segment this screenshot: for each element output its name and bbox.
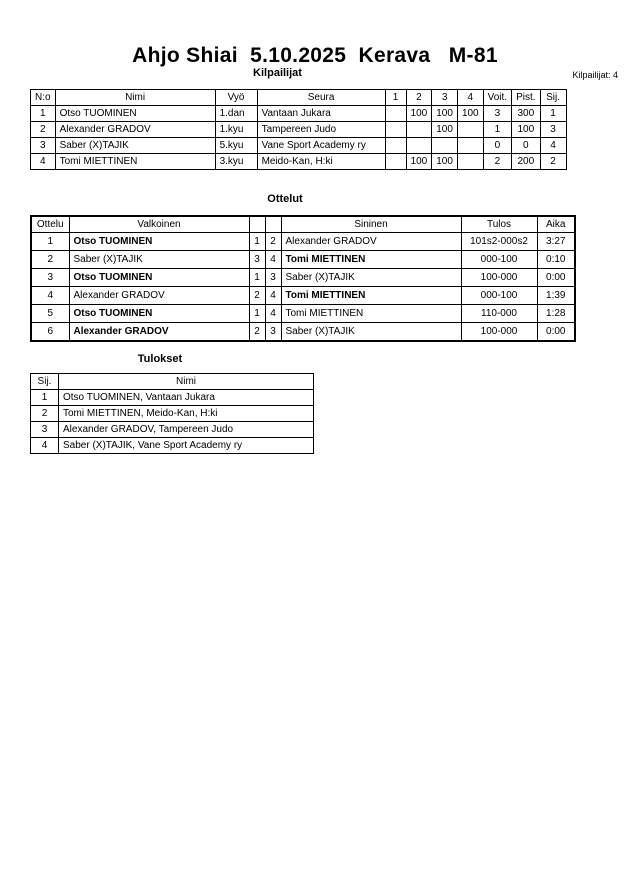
- cell-result: 101s2-000s2: [461, 233, 537, 251]
- table-row: [31, 422, 314, 438]
- column-header-name: Nimi: [59, 374, 314, 390]
- cell-name: Otso TUOMINEN: [55, 106, 215, 122]
- cell-round-4: [457, 138, 483, 154]
- cell-time: 1:28: [537, 305, 575, 323]
- cell-blue-seed: 2: [265, 233, 281, 251]
- matches-table: [30, 215, 576, 342]
- cell-round-1: [385, 138, 406, 154]
- cell-points: 100: [512, 122, 540, 138]
- cell-name: Alexander GRADOV: [55, 122, 215, 138]
- cell-club: Meido-Kan, H:ki: [257, 154, 385, 170]
- section-heading-results: Tulokset: [137, 353, 183, 365]
- section-heading-competitors: Kilpailijat: [253, 67, 302, 79]
- cell-round-4: 100: [457, 106, 483, 122]
- column-header-wins: Voit.: [483, 90, 511, 106]
- cell-time: 0:00: [537, 323, 575, 341]
- cell-points: 0: [512, 138, 540, 154]
- column-header-white: Valkoinen: [69, 216, 249, 233]
- cell-match-no: 6: [31, 323, 69, 341]
- table-row: [31, 154, 567, 170]
- table-row: [31, 287, 575, 305]
- table-row: [31, 138, 567, 154]
- cell-wins: 3: [483, 106, 511, 122]
- column-header-name: Nimi: [55, 90, 215, 106]
- cell-club: Tampereen Judo: [257, 122, 385, 138]
- cell-white-name: Saber (X)TAJIK: [69, 251, 249, 269]
- column-header-rank: Sij.: [540, 90, 566, 106]
- cell-white-seed: 1: [249, 305, 265, 323]
- column-header-rank: Sij.: [31, 374, 59, 390]
- cell-rank: 2: [540, 154, 566, 170]
- column-header-match-no: Ottelu: [31, 216, 69, 233]
- cell-rank: 4: [540, 138, 566, 154]
- column-header-round-1: 1: [385, 90, 406, 106]
- cell-club: Vane Sport Academy ry: [257, 138, 385, 154]
- cell-no: 1: [31, 106, 56, 122]
- table-row: [31, 233, 575, 251]
- column-header-round-2: 2: [406, 90, 432, 106]
- table-row: [31, 106, 567, 122]
- cell-rank: 1: [31, 390, 59, 406]
- competitors-table: [30, 89, 567, 170]
- cell-belt: 1.kyu: [215, 122, 257, 138]
- cell-result: 000-100: [461, 287, 537, 305]
- cell-belt: 5.kyu: [215, 138, 257, 154]
- cell-round-2: [406, 138, 432, 154]
- cell-blue-seed: 4: [265, 251, 281, 269]
- cell-rank: 3: [31, 422, 59, 438]
- cell-match-no: 5: [31, 305, 69, 323]
- cell-blue-seed: 3: [265, 269, 281, 287]
- cell-match-no: 2: [31, 251, 69, 269]
- column-header-club: Seura: [257, 90, 385, 106]
- results-table: [30, 373, 314, 454]
- cell-time: 0:00: [537, 269, 575, 287]
- cell-name: Alexander GRADOV, Tampereen Judo: [59, 422, 314, 438]
- column-header-time: Aika: [537, 216, 575, 233]
- cell-wins: 0: [483, 138, 511, 154]
- column-header-points: Pist.: [512, 90, 540, 106]
- cell-belt: 3.kyu: [215, 154, 257, 170]
- column-header-no: N:o: [31, 90, 56, 106]
- cell-blue-seed: 4: [265, 287, 281, 305]
- cell-white-name: Alexander GRADOV: [69, 323, 249, 341]
- cell-no: 2: [31, 122, 56, 138]
- cell-blue-name: Tomi MIETTINEN: [281, 305, 461, 323]
- cell-blue-seed: 3: [265, 323, 281, 341]
- cell-blue-name: Alexander GRADOV: [281, 233, 461, 251]
- cell-match-no: 1: [31, 233, 69, 251]
- cell-blue-name: Saber (X)TAJIK: [281, 323, 461, 341]
- cell-rank: 1: [540, 106, 566, 122]
- cell-rank: 3: [540, 122, 566, 138]
- cell-white-seed: 2: [249, 287, 265, 305]
- column-header-blue-seed: [265, 216, 281, 233]
- cell-name: Saber (X)TAJIK: [55, 138, 215, 154]
- cell-blue-name: Saber (X)TAJIK: [281, 269, 461, 287]
- cell-round-1: [385, 122, 406, 138]
- cell-blue-name: Tomi MIETTINEN: [281, 251, 461, 269]
- cell-blue-name: Tomi MIETTINEN: [281, 287, 461, 305]
- cell-white-name: Alexander GRADOV: [69, 287, 249, 305]
- cell-blue-seed: 4: [265, 305, 281, 323]
- cell-result: 110-000: [461, 305, 537, 323]
- cell-round-3: 100: [432, 154, 458, 170]
- cell-round-4: [457, 122, 483, 138]
- cell-points: 200: [512, 154, 540, 170]
- table-row: [31, 269, 575, 287]
- cell-belt: 1.dan: [215, 106, 257, 122]
- cell-time: 0:10: [537, 251, 575, 269]
- cell-round-3: [432, 138, 458, 154]
- cell-no: 3: [31, 138, 56, 154]
- column-header-result: Tulos: [461, 216, 537, 233]
- cell-white-seed: 3: [249, 251, 265, 269]
- cell-round-2: [406, 122, 432, 138]
- competitor-count-label: Kilpailijat: 4: [572, 70, 618, 80]
- column-header-white-seed: [249, 216, 265, 233]
- cell-white-name: Otso TUOMINEN: [69, 269, 249, 287]
- cell-round-4: [457, 154, 483, 170]
- column-header-round-4: 4: [457, 90, 483, 106]
- table-row: [31, 323, 575, 341]
- cell-name: Saber (X)TAJIK, Vane Sport Academy ry: [59, 438, 314, 454]
- table-row: [31, 438, 314, 454]
- cell-wins: 1: [483, 122, 511, 138]
- cell-no: 4: [31, 154, 56, 170]
- page-title: Ahjo Shiai 5.10.2025 Kerava M-81: [132, 44, 498, 67]
- table-row: [31, 305, 575, 323]
- table-header-row: [31, 90, 567, 106]
- cell-white-seed: 2: [249, 323, 265, 341]
- cell-result: 000-100: [461, 251, 537, 269]
- cell-white-seed: 1: [249, 269, 265, 287]
- cell-name: Tomi MIETTINEN: [55, 154, 215, 170]
- cell-time: 1:39: [537, 287, 575, 305]
- table-row: [31, 406, 314, 422]
- cell-time: 3:27: [537, 233, 575, 251]
- cell-club: Vantaan Jukara: [257, 106, 385, 122]
- table-row: [31, 390, 314, 406]
- table-header-row: [31, 374, 314, 390]
- cell-match-no: 4: [31, 287, 69, 305]
- cell-wins: 2: [483, 154, 511, 170]
- column-header-blue: Sininen: [281, 216, 461, 233]
- cell-rank: 2: [31, 406, 59, 422]
- cell-round-3: 100: [432, 106, 458, 122]
- cell-rank: 4: [31, 438, 59, 454]
- cell-result: 100-000: [461, 269, 537, 287]
- cell-round-2: 100: [406, 154, 432, 170]
- cell-name: Tomi MIETTINEN, Meido-Kan, H:ki: [59, 406, 314, 422]
- table-row: [31, 251, 575, 269]
- column-header-belt: Vyö: [215, 90, 257, 106]
- cell-round-1: [385, 154, 406, 170]
- cell-white-name: Otso TUOMINEN: [69, 233, 249, 251]
- cell-name: Otso TUOMINEN, Vantaan Jukara: [59, 390, 314, 406]
- cell-white-name: Otso TUOMINEN: [69, 305, 249, 323]
- table-header-row: [31, 216, 575, 233]
- cell-match-no: 3: [31, 269, 69, 287]
- cell-points: 300: [512, 106, 540, 122]
- cell-round-1: [385, 106, 406, 122]
- cell-result: 100-000: [461, 323, 537, 341]
- table-row: [31, 122, 567, 138]
- cell-white-seed: 1: [249, 233, 265, 251]
- cell-round-3: 100: [432, 122, 458, 138]
- section-heading-matches: Ottelut: [267, 193, 303, 205]
- column-header-round-3: 3: [432, 90, 458, 106]
- cell-round-2: 100: [406, 106, 432, 122]
